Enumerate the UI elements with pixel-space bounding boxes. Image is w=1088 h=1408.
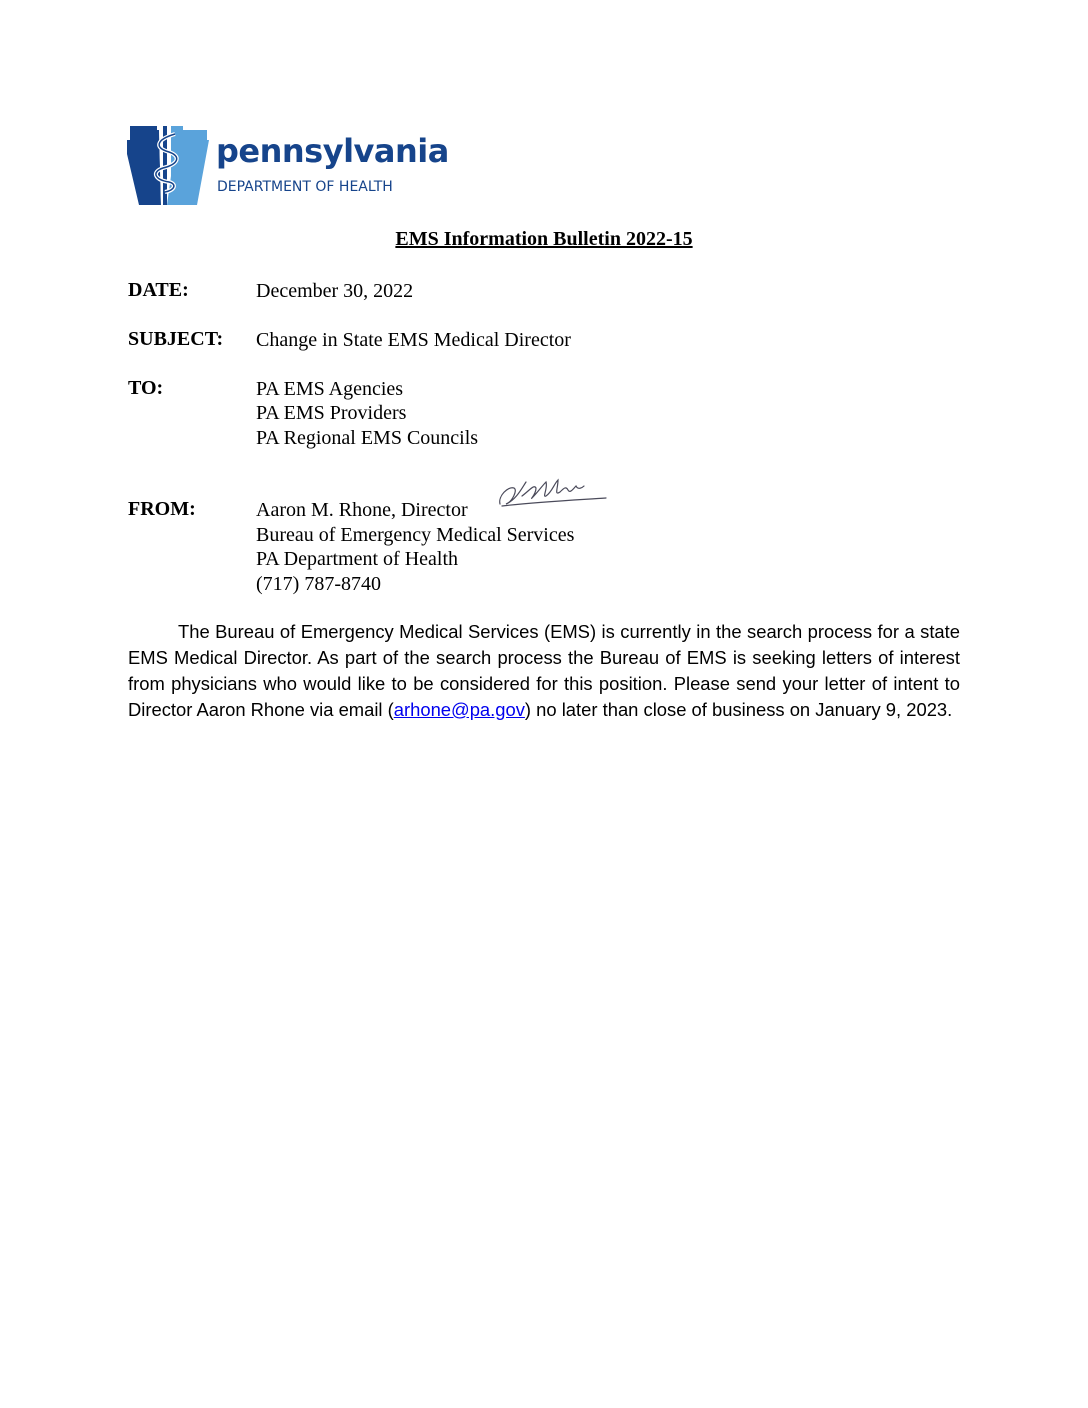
- date-value: December 30, 2022: [256, 280, 414, 302]
- from-line: Bureau of Emergency Medical Services: [256, 524, 575, 546]
- subject-value: Change in State EMS Medical Director: [256, 329, 571, 351]
- date-label: DATE:: [128, 279, 189, 301]
- from-label: FROM:: [128, 498, 196, 520]
- subject-label: SUBJECT:: [128, 328, 224, 350]
- email-link[interactable]: arhone@pa.gov: [393, 699, 525, 720]
- to-recipient: PA Regional EMS Councils: [256, 427, 479, 449]
- from-line: Aaron M. Rhone, Director: [256, 499, 468, 521]
- body-paragraph: [128, 619, 960, 723]
- to-recipient: PA EMS Providers: [256, 402, 407, 424]
- bulletin-title: EMS Information Bulletin 2022-15: [395, 228, 693, 250]
- from-phone: (717) 787-8740: [256, 573, 381, 595]
- from-line: PA Department of Health: [256, 548, 459, 570]
- to-recipient: PA EMS Agencies: [256, 378, 404, 400]
- logo-wordmark: pennsylvania: [216, 132, 449, 170]
- body-text-start: The Bureau of Emergency Medical Services (EMS) is currently in the search process for a state EMS Medical Director. As part of the search process the Bureau of EMS is seeking letters of interest from physicians who would like to be considered for this position. Please send your letter of intent to Director Aaron Rhone via email (: [128, 621, 960, 720]
- to-label: TO:: [128, 377, 164, 399]
- pa-department-of-health-logo: [127, 126, 457, 208]
- logo-department: DEPARTMENT OF HEALTH: [217, 179, 393, 195]
- body-text-end: ) no later than close of business on January 9, 2023.: [524, 699, 953, 720]
- keystone-icon: [127, 126, 213, 208]
- signature: [496, 474, 608, 510]
